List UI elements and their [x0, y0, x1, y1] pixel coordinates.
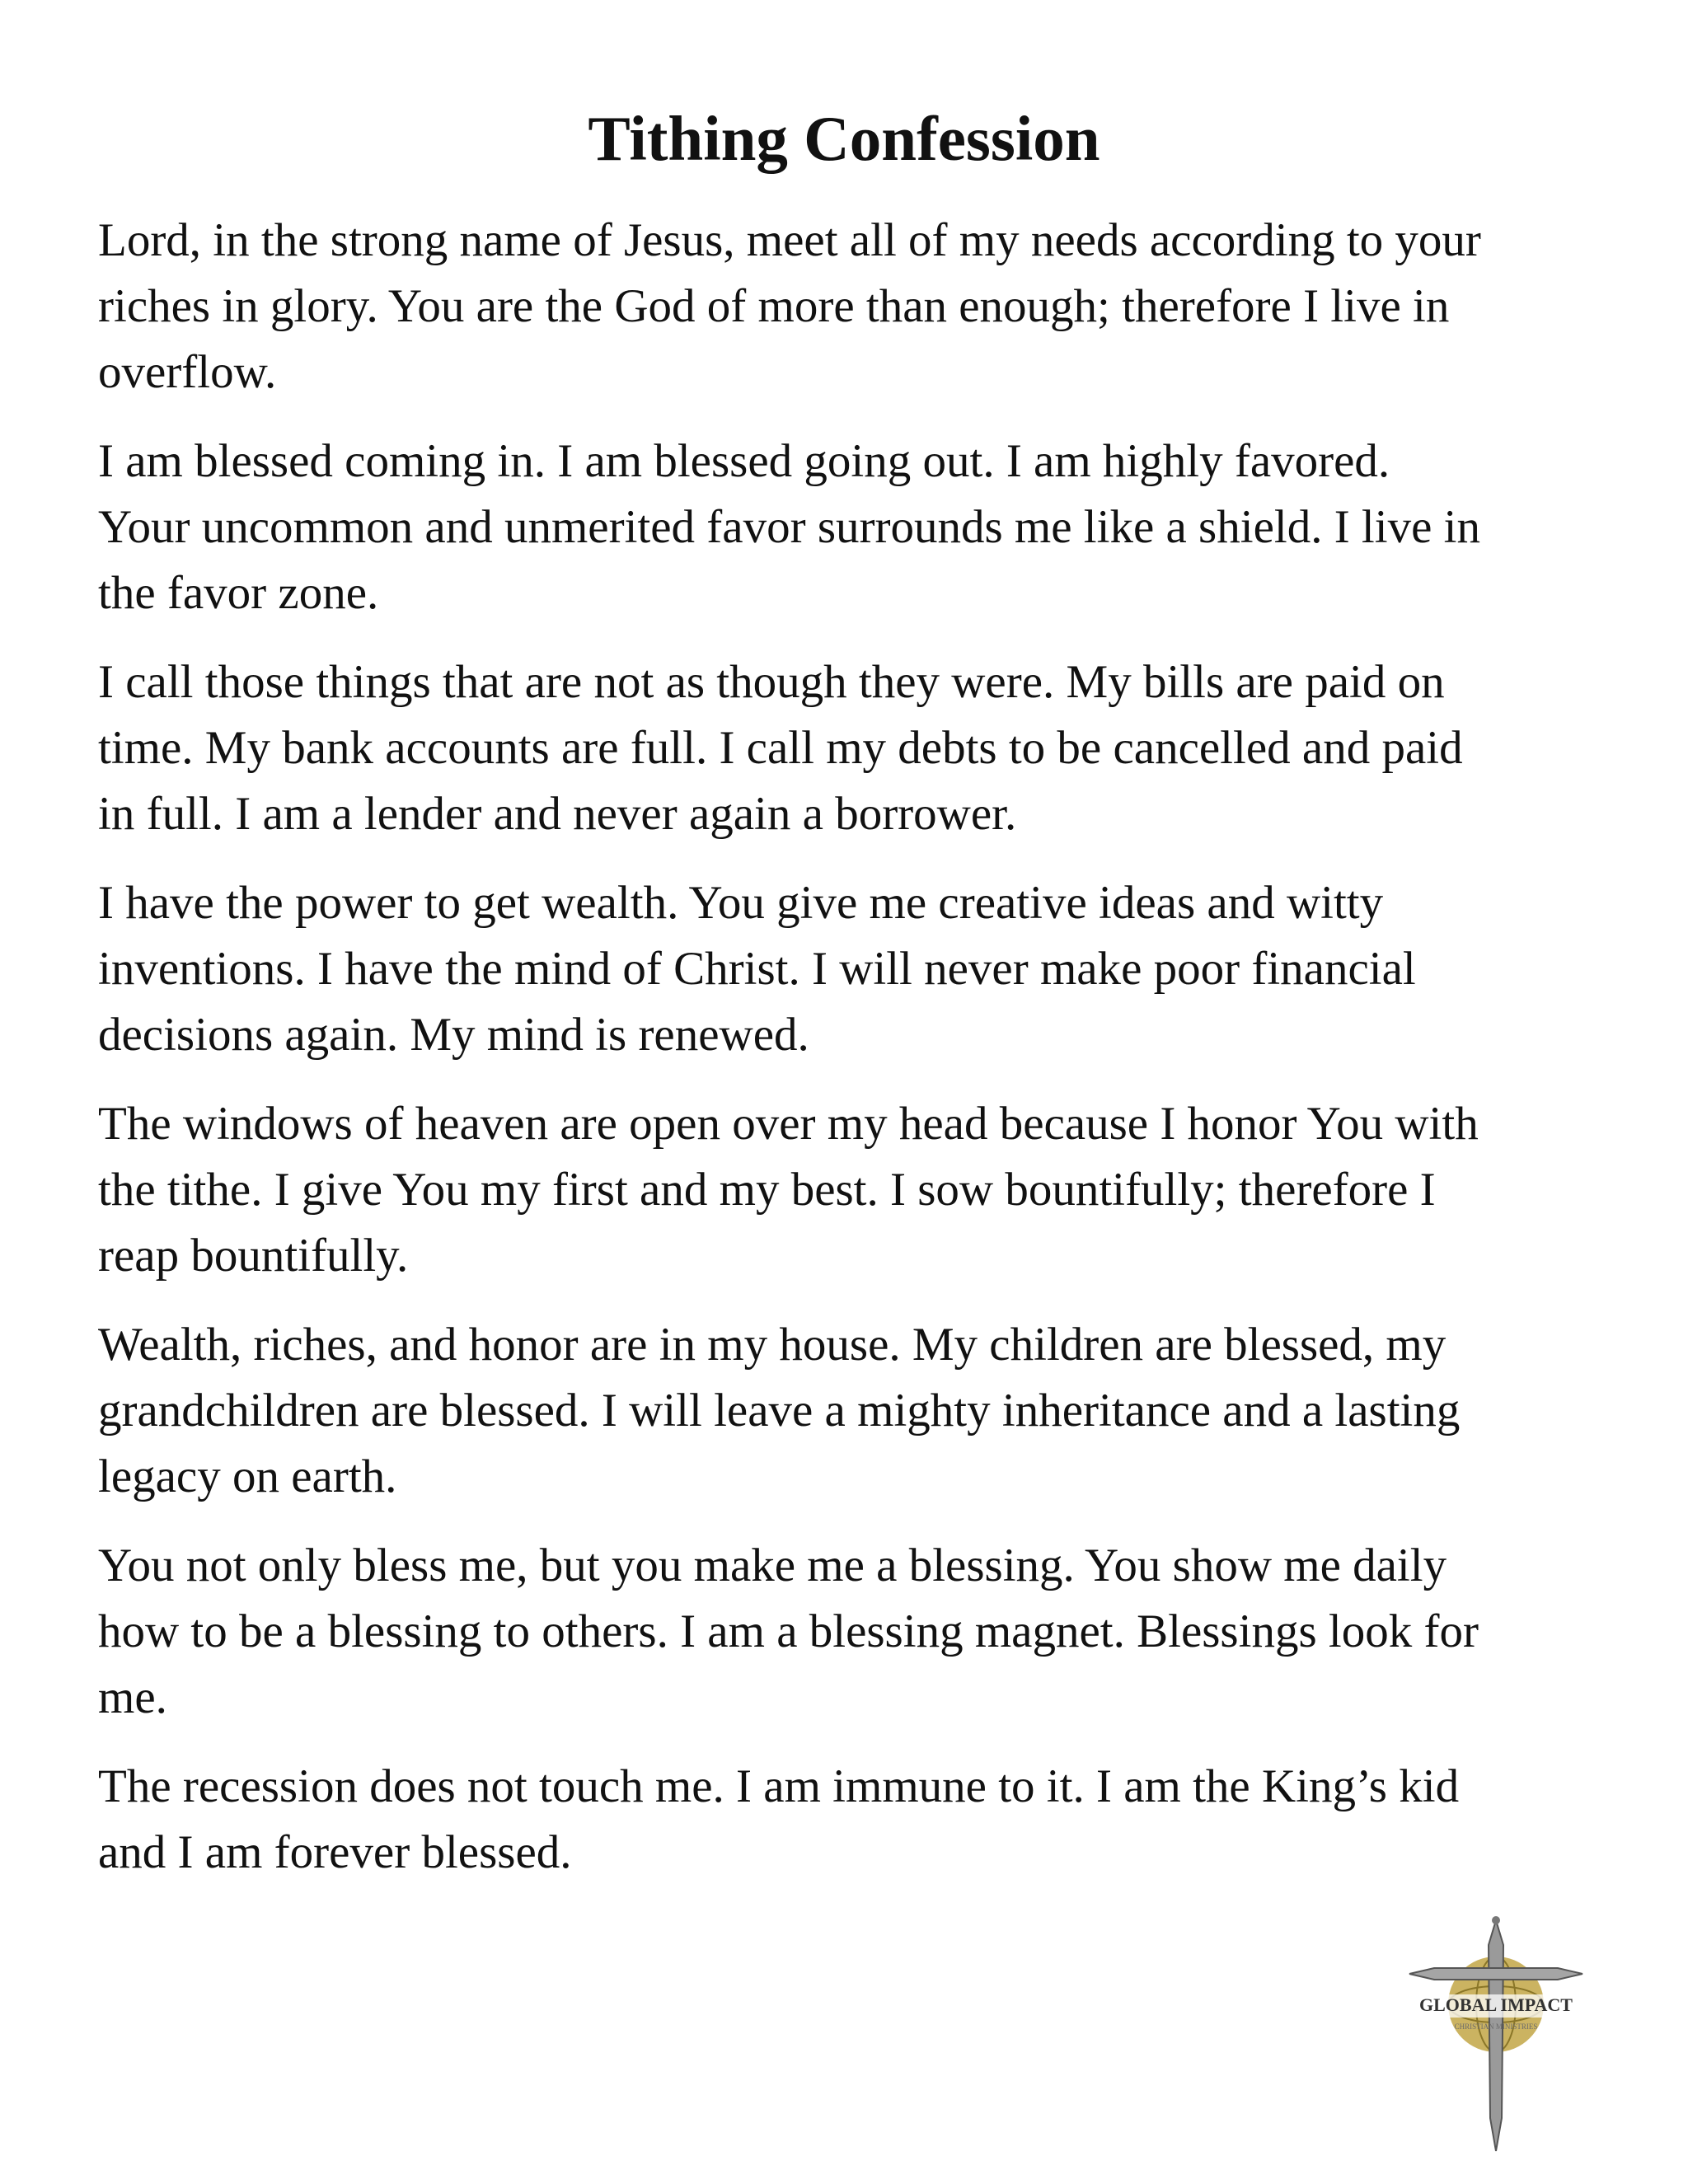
- paragraph: [98, 429, 1606, 626]
- paragraph-line: You not only bless me, but you make me a blessing. You show me daily: [98, 1540, 1447, 1591]
- paragraph: [98, 1312, 1606, 1510]
- paragraph-line: I call those things that are not as though they were. My bills are paid on: [98, 656, 1445, 708]
- paragraph-line: time. My bank accounts are full. I call my debts to be cancelled and paid: [98, 722, 1463, 774]
- paragraph-line: the tithe. I give You my first and my best. I sow bountifully; therefore I: [98, 1164, 1436, 1216]
- paragraph-line: and I am forever blessed.: [98, 1826, 572, 1878]
- paragraph-line: reap bountifully.: [98, 1230, 409, 1282]
- paragraph-line: Wealth, riches, and honor are in my house. My children are blessed, my: [98, 1319, 1447, 1371]
- paragraph-line: I am blessed coming in. I am blessed going out. I am highly favored.: [98, 435, 1390, 487]
- paragraph: [98, 1091, 1606, 1289]
- logo-text: GLOBAL IMPACT: [1418, 1994, 1573, 2015]
- logo-subtext: CHRISTIAN MINISTRIES: [1454, 2022, 1538, 2031]
- paragraph-line: in full. I am a lender and never again a borrower.: [98, 788, 1017, 840]
- paragraph-line: overflow.: [98, 346, 277, 398]
- paragraph: [98, 1533, 1606, 1731]
- paragraph-line: legacy on earth.: [98, 1451, 397, 1502]
- paragraph-line: inventions. I have the mind of Christ. I will never make poor financial: [98, 943, 1416, 995]
- cross-top-point: [1492, 1916, 1500, 1924]
- global-impact-logo: [1401, 1912, 1591, 2159]
- cross-vertical-blade: [1489, 1920, 1503, 2151]
- paragraph: [98, 649, 1606, 847]
- paragraph-line: Lord, in the strong name of Jesus, meet all of my needs according to your: [98, 214, 1481, 266]
- paragraph-line: Your uncommon and unmerited favor surrounds me like a shield. I live in: [98, 501, 1480, 553]
- paragraph: [98, 870, 1606, 1068]
- paragraph-line: The windows of heaven are open over my head because I honor You with: [98, 1098, 1479, 1150]
- cross-globe-logo-icon: [1401, 1912, 1591, 2159]
- paragraph-line: I have the power to get wealth. You give me creative ideas and witty: [98, 877, 1384, 929]
- paragraph-line: The recession does not touch me. I am immune to it. I am the King’s kid: [98, 1760, 1460, 1812]
- paragraph: [98, 208, 1606, 405]
- confession-body: [98, 208, 1606, 1909]
- paragraph-line: me.: [98, 1671, 167, 1723]
- paragraph-line: the favor zone.: [98, 567, 379, 619]
- paragraph-line: riches in glory. You are the God of more than enough; therefore I live in: [98, 280, 1450, 332]
- paragraph: [98, 1754, 1606, 1886]
- cross-horizontal-blade: [1409, 1968, 1582, 1980]
- paragraph-line: how to be a blessing to others. I am a blessing magnet. Blessings look for: [98, 1605, 1479, 1657]
- paragraph-line: decisions again. My mind is renewed.: [98, 1009, 809, 1061]
- page-title: Tithing Confession: [588, 103, 1100, 174]
- paragraph-line: grandchildren are blessed. I will leave a mighty inheritance and a lasting: [98, 1385, 1461, 1436]
